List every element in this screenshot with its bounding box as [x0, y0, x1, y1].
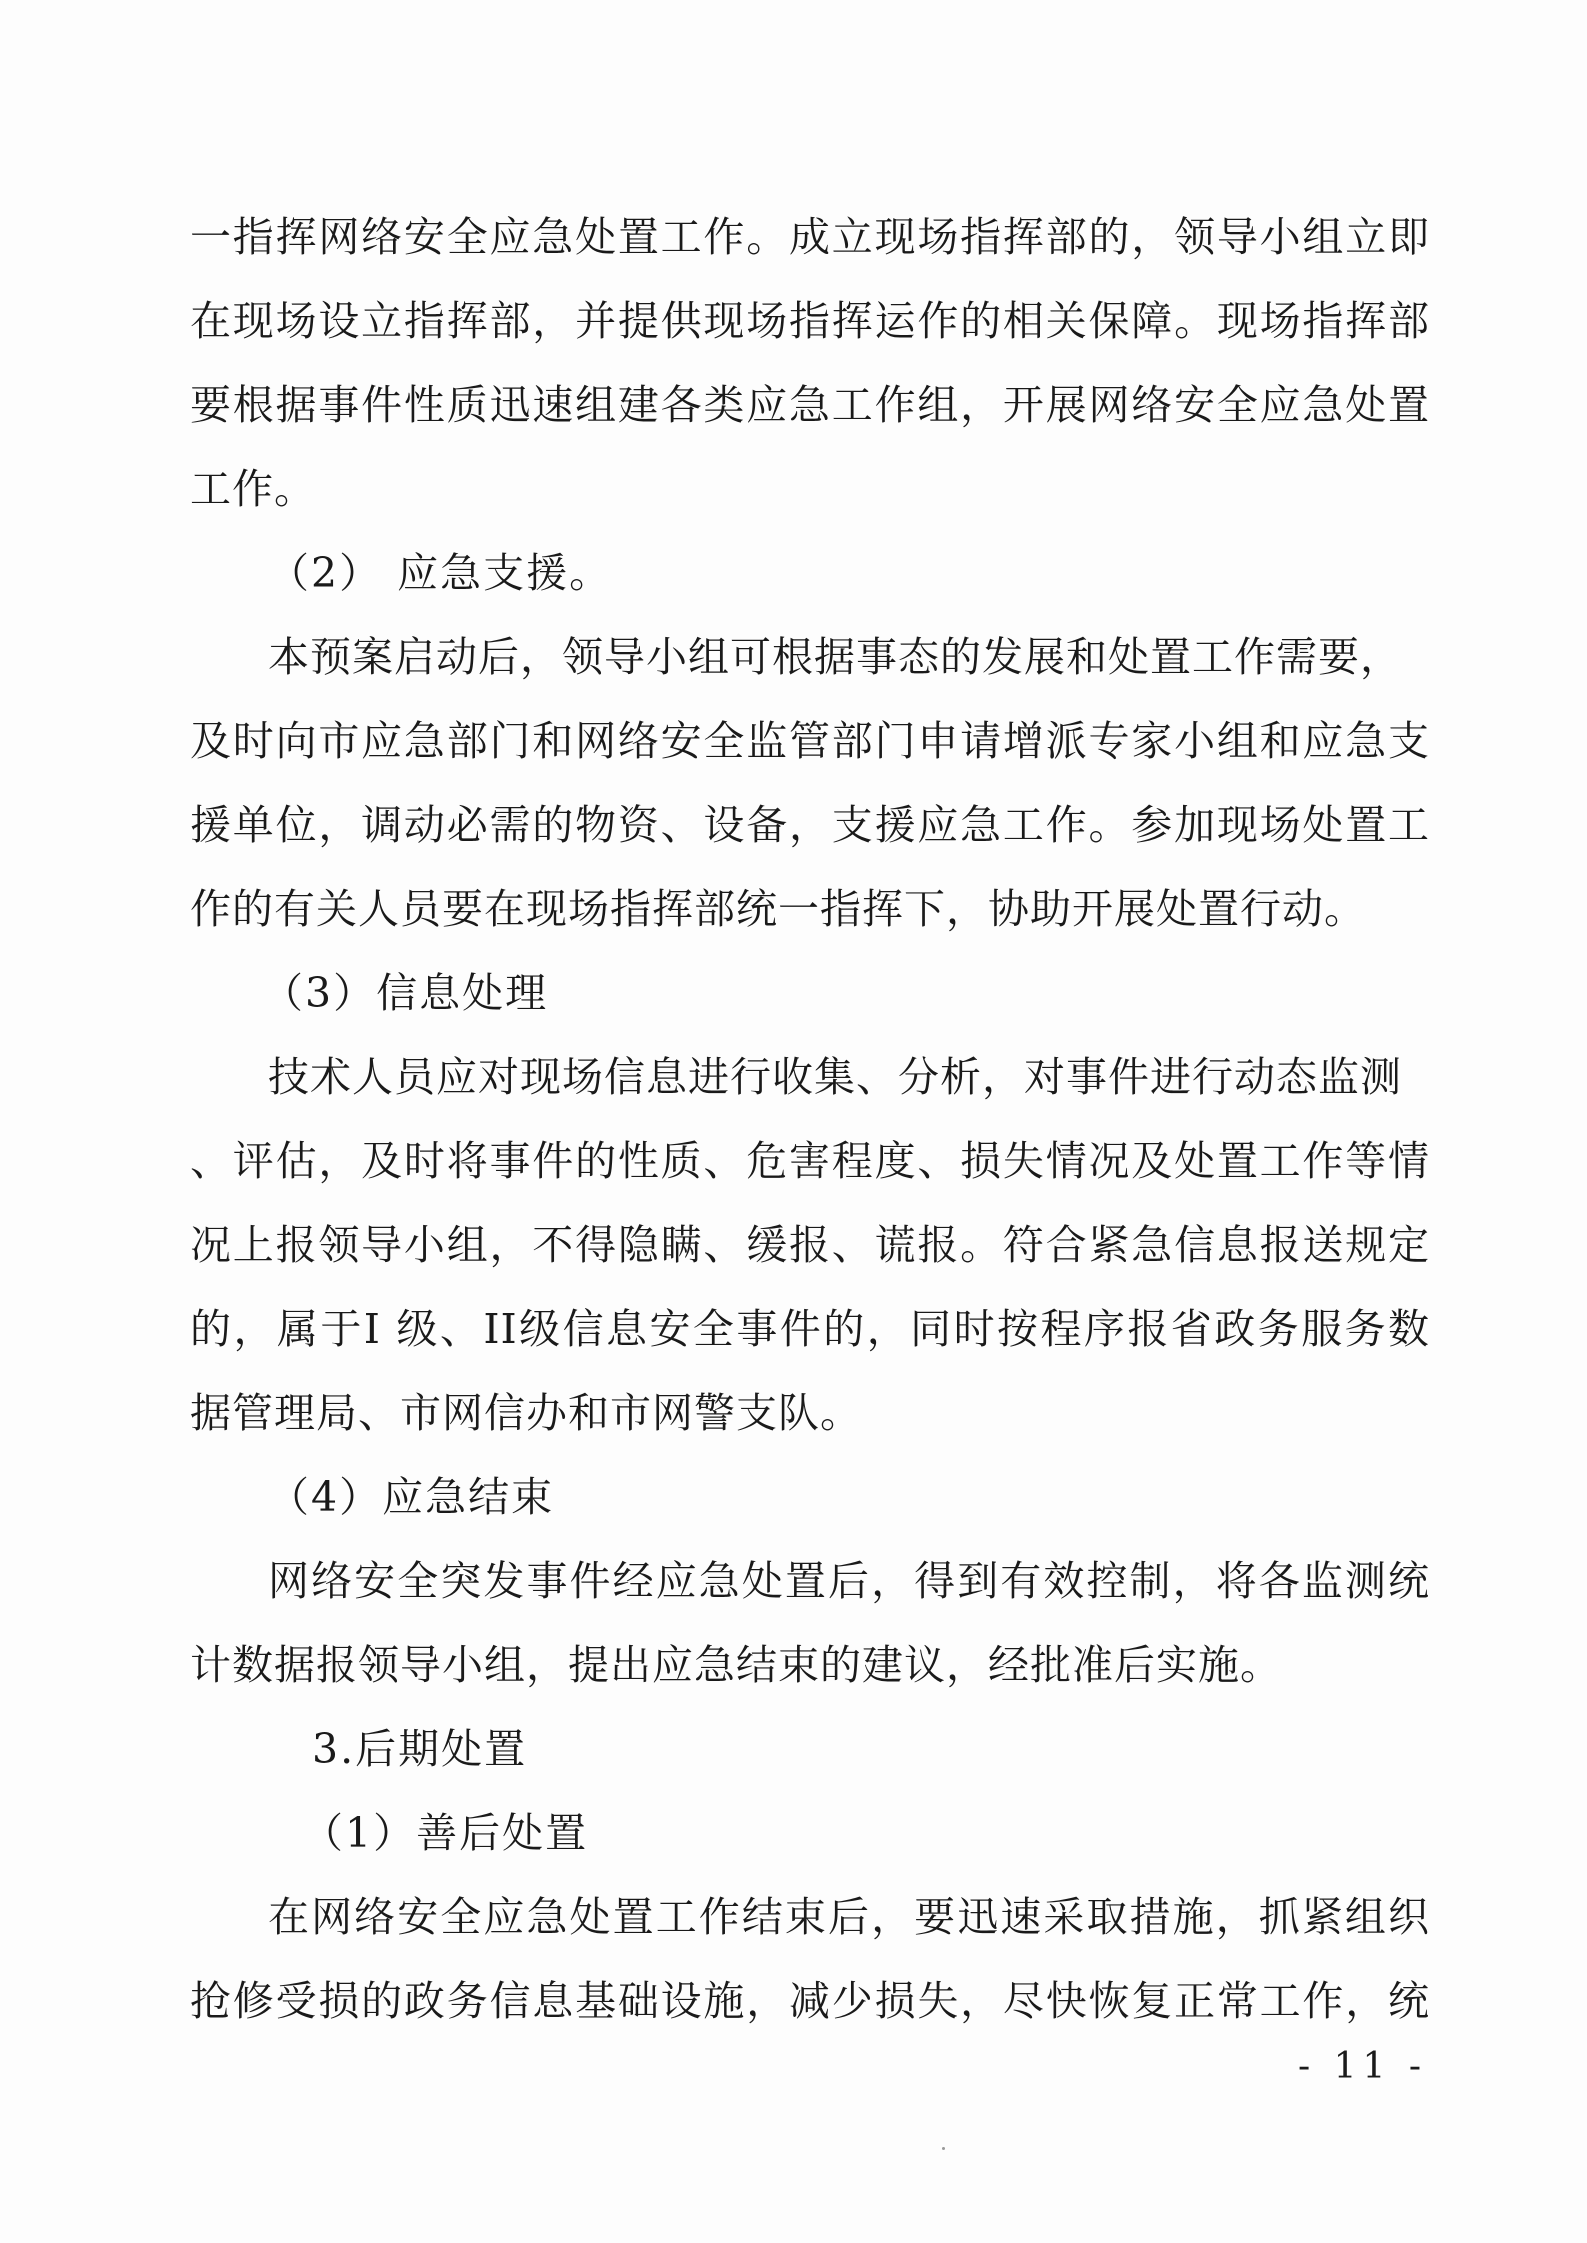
paragraph-line: 网络安全突发事件经应急处置后，得到有效控制，将各监测统: [268, 1557, 1430, 1605]
paragraph-line: 计数据报领导小组，提出应急结束的建议，经批准后实施。: [190, 1641, 1282, 1689]
section-heading: （1）善后处置: [302, 1809, 589, 1857]
paragraph-line: 抢修受损的政务信息基础设施，减少损失，尽快恢复正常工作，统: [190, 1977, 1430, 2025]
section-heading: （3）信息处理: [262, 969, 549, 1017]
paragraph-line: 要根据事件性质迅速组建各类应急工作组，开展网络安全应急处置: [190, 381, 1430, 429]
section-heading: （2） 应急支援。: [268, 549, 613, 597]
paragraph-line: 、评估，及时将事件的性质、危害程度、损失情况及处置工作等情: [190, 1137, 1430, 1185]
paragraph-line: 本预案启动后，领导小组可根据事态的发展和处置工作需要，: [268, 633, 1402, 681]
paragraph-line: 及时向市应急部门和网络安全监管部门申请增派专家小组和应急支: [190, 717, 1430, 765]
section-heading: 3.后期处置: [312, 1725, 528, 1773]
paragraph-line: 一指挥网络安全应急处置工作。成立现场指挥部的，领导小组立即: [190, 213, 1430, 261]
paragraph-line: 工作。: [190, 465, 316, 513]
scan-speck: [942, 2147, 945, 2150]
paragraph-line: 况上报领导小组，不得隐瞒、缓报、谎报。符合紧急信息报送规定: [190, 1221, 1430, 1269]
paragraph-line: 技术人员应对现场信息进行收集、分析，对事件进行动态监测: [268, 1053, 1402, 1101]
paragraph-line: 的，属于I 级、II级信息安全事件的，同时按程序报省政务服务数: [190, 1305, 1430, 1353]
section-heading: （4）应急结束: [268, 1473, 555, 1521]
paragraph-line: 在网络安全应急处置工作结束后，要迅速采取措施，抓紧组织: [268, 1893, 1430, 1941]
paragraph-line: 据管理局、市网信办和市网警支队。: [190, 1389, 862, 1437]
paragraph-line: 援单位，调动必需的物资、设备，支援应急工作。参加现场处置工: [190, 801, 1430, 849]
paragraph-line: 在现场设立指挥部，并提供现场指挥运作的相关保障。现场指挥部: [190, 297, 1430, 345]
page-number: - 11 -: [1297, 2046, 1427, 2087]
paragraph-line: 作的有关人员要在现场指挥部统一指挥下，协助开展处置行动。: [190, 885, 1366, 933]
